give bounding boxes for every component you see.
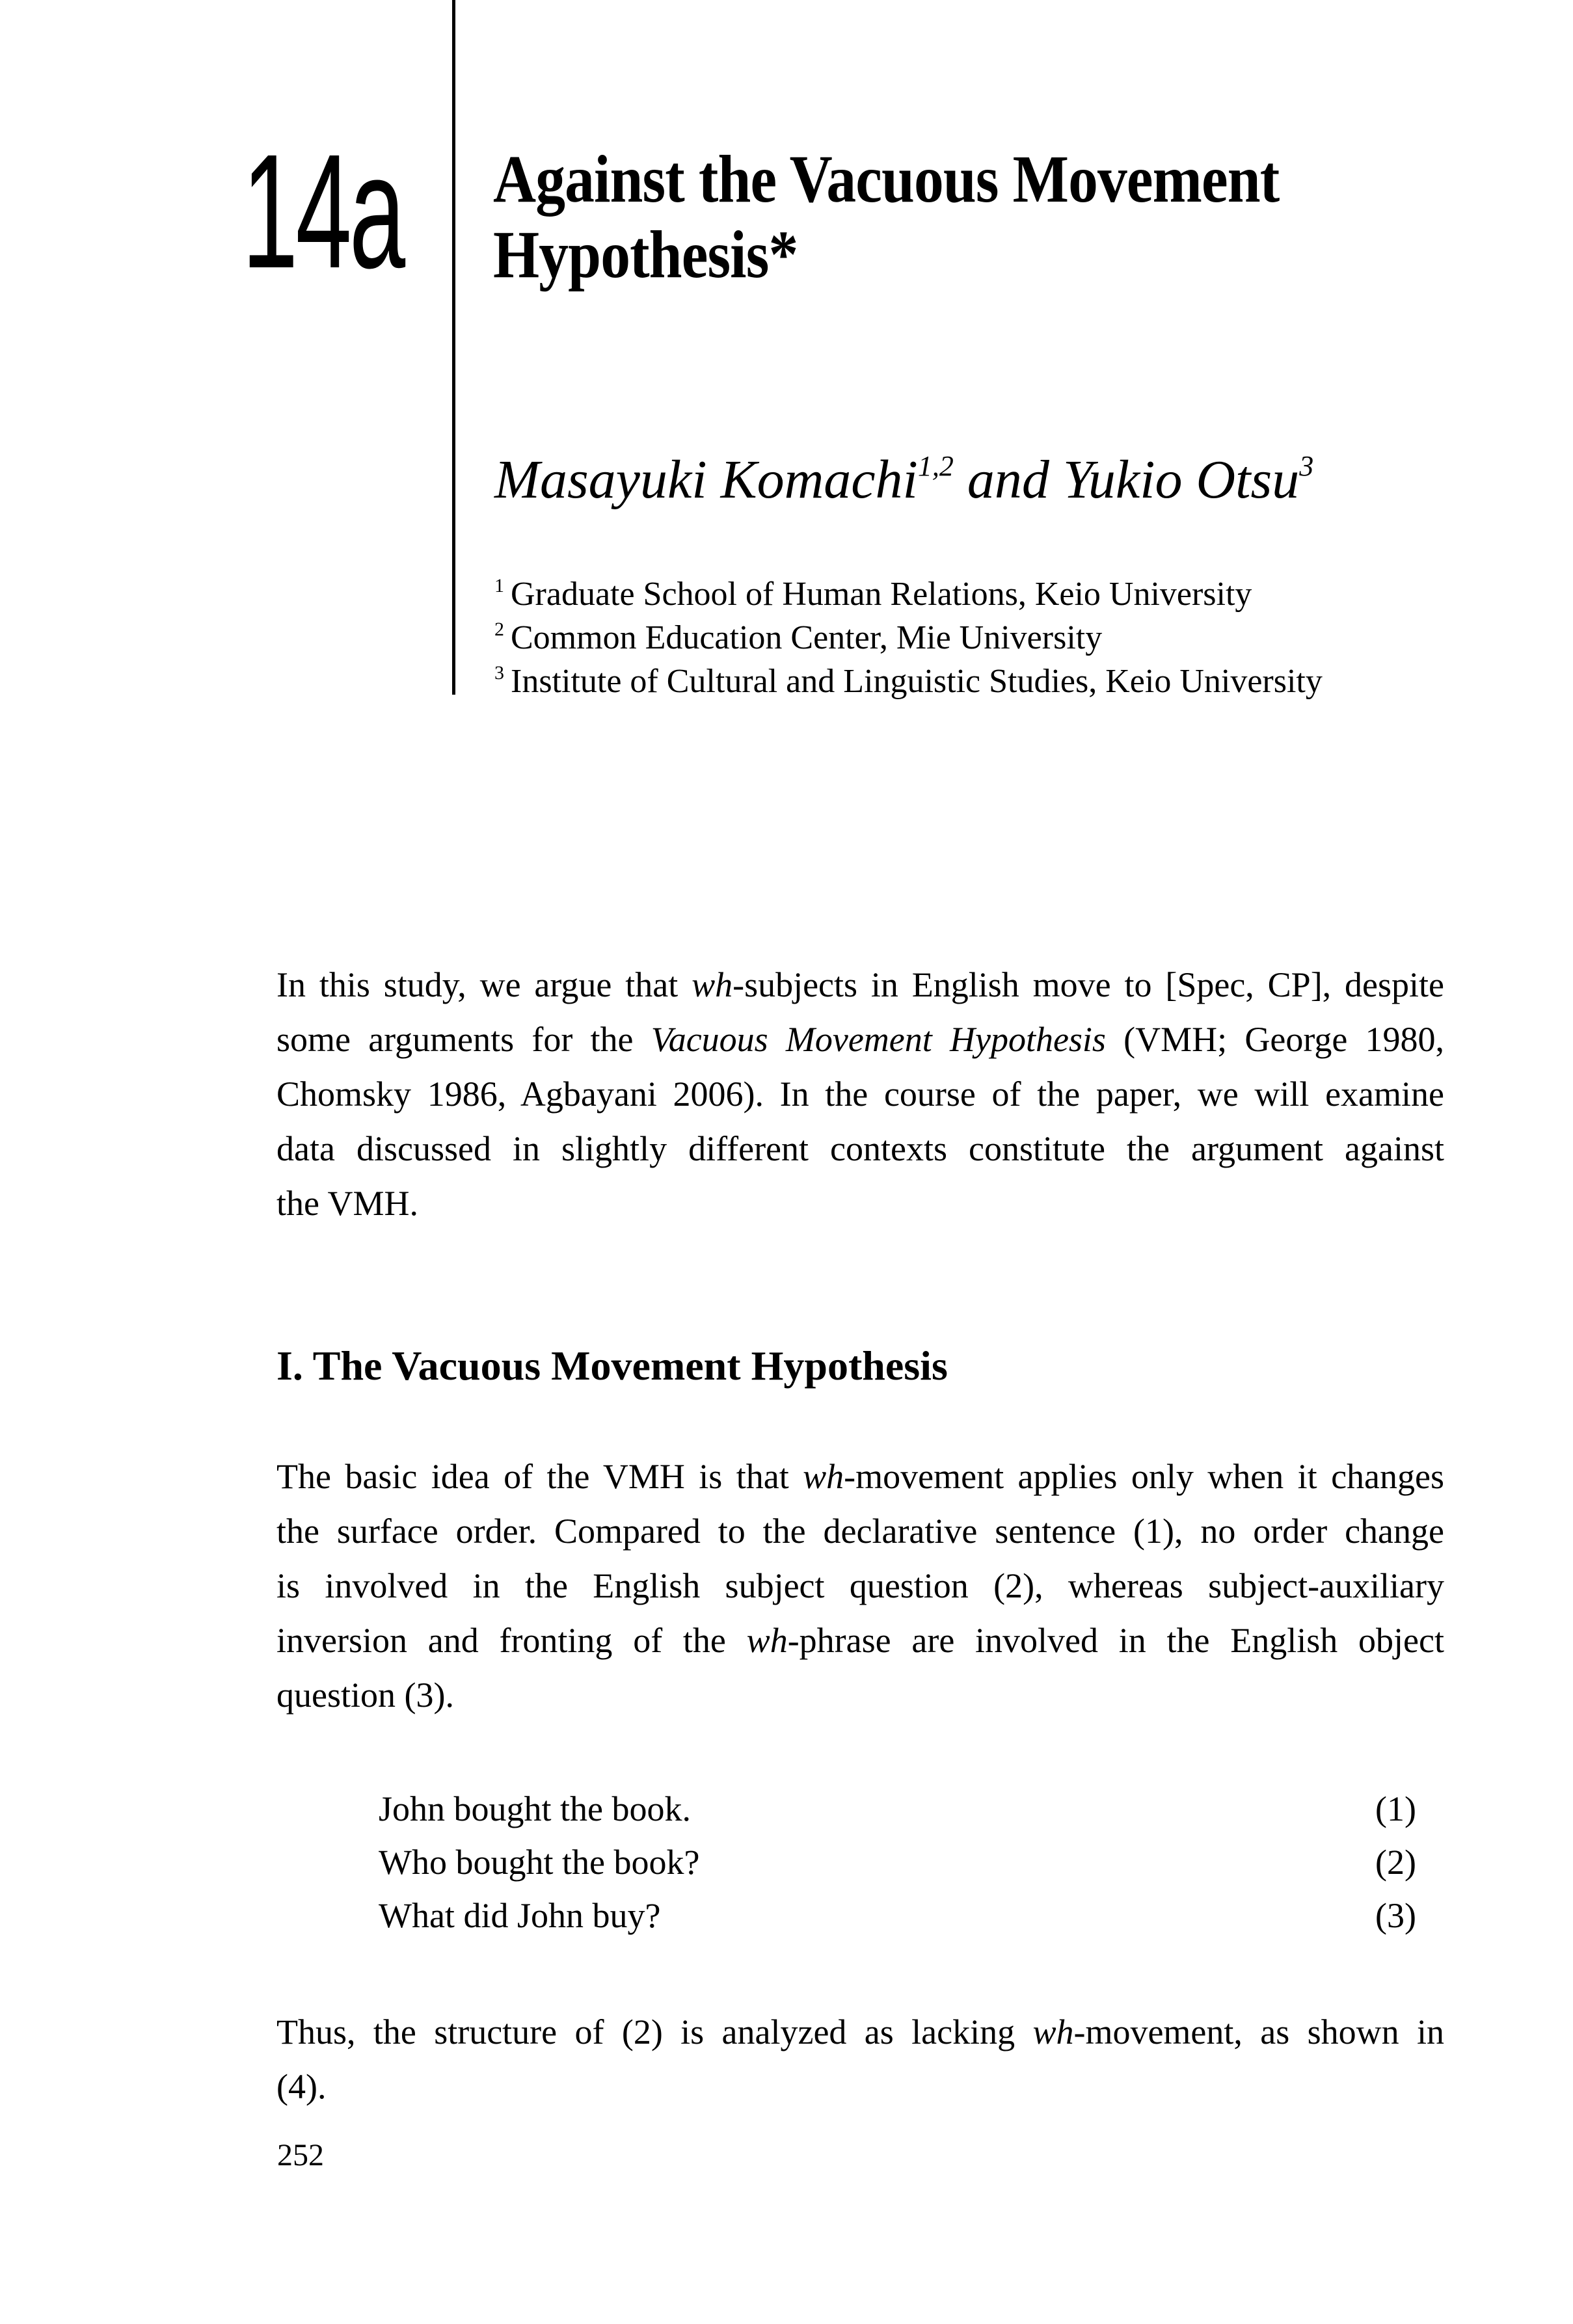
text-line — [276, 2059, 1444, 2114]
example-item — [379, 1782, 1416, 1836]
abstract-paragraph — [276, 957, 1444, 1231]
affiliation-mark: 2 — [494, 619, 504, 640]
chapter-title-line: Against the Vacuous Movement — [493, 142, 1280, 217]
text-run: -phrase are involved in the English object — [787, 1621, 1444, 1660]
italic-term: Vacuous Movement Hypothesis — [651, 1020, 1106, 1059]
affiliation-text: Graduate School of Human Relations, Keio University — [511, 576, 1252, 613]
affiliation-text: Institute of Cultural and Linguistic Studies, Keio University — [511, 663, 1323, 700]
section-heading: I. The Vacuous Movement Hypothesis — [276, 1342, 948, 1389]
text-run: (4). — [276, 2067, 327, 2106]
affiliation-list — [494, 572, 1323, 703]
example-list — [379, 1782, 1416, 1942]
author-name: Masayuki Komachi — [494, 449, 918, 510]
text-line — [276, 1668, 1444, 1722]
chapter-title — [493, 142, 1534, 293]
italic-term: wh — [803, 1457, 844, 1496]
affiliation — [494, 660, 1323, 703]
chapter-number: 14a — [242, 120, 403, 302]
text-run: the VMH. — [276, 1184, 419, 1223]
author-conjunction: and — [967, 449, 1049, 510]
example-sentence: John bought the book. — [379, 1789, 691, 1828]
text-run: Chomsky 1986, Agbayani 2006). In the course of the paper, we will examine — [276, 1075, 1444, 1114]
body-paragraph — [276, 2005, 1444, 2114]
text-run: some arguments for the — [276, 1020, 651, 1059]
example-sentence: What did John buy? — [379, 1896, 661, 1935]
author-affil-marks: 1,2 — [917, 450, 954, 482]
text-run: question (3). — [276, 1676, 454, 1715]
text-run: the surface order. Compared to the declarative sentence (1), no order change — [276, 1512, 1444, 1551]
text-line — [276, 1121, 1444, 1176]
text-run: In this study, we argue that — [276, 965, 692, 1004]
example-number: (1) — [1375, 1789, 1416, 1828]
text-run: Thus, the structure of (2) is analyzed as lacking — [276, 2012, 1033, 2051]
italic-term: wh — [1032, 2012, 1074, 2051]
text-line — [276, 1449, 1444, 1504]
text-line — [276, 1176, 1444, 1231]
example-number: (3) — [1375, 1896, 1416, 1935]
text-run: inversion and fronting of the — [276, 1621, 747, 1660]
text-run: (VMH; George 1980, — [1105, 1020, 1444, 1059]
chapter-divider-rule — [452, 0, 455, 695]
affiliation-mark: 1 — [494, 575, 504, 596]
text-line — [276, 1067, 1444, 1121]
text-line — [276, 957, 1444, 1012]
example-sentence: Who bought the book? — [379, 1843, 700, 1882]
text-run: is involved in the English subject question (2), whereas subject-auxiliary — [276, 1566, 1444, 1605]
italic-term: wh — [692, 965, 733, 1004]
text-line — [276, 2005, 1444, 2059]
text-run: -subjects in English move to [Spec, CP], despite — [733, 965, 1444, 1004]
text-line — [276, 1504, 1444, 1558]
text-run: -movement applies only when it changes — [844, 1457, 1444, 1496]
author-line — [494, 447, 1313, 513]
text-line — [276, 1558, 1444, 1613]
example-item — [379, 1836, 1416, 1889]
text-line — [276, 1613, 1444, 1668]
example-item — [379, 1889, 1416, 1942]
text-run: data discussed in slightly different contexts constitute the argument against — [276, 1129, 1444, 1168]
chapter-title-line: Hypothesis* — [493, 217, 798, 292]
example-number: (2) — [1375, 1843, 1416, 1882]
page-number: 252 — [277, 2138, 324, 2172]
author-name: Yukio Otsu — [1062, 449, 1300, 510]
affiliation-text: Common Education Center, Mie University — [511, 619, 1103, 656]
text-run: -movement, as shown in — [1073, 2012, 1444, 2051]
affiliation — [494, 616, 1323, 660]
author-affil-marks: 3 — [1299, 450, 1314, 482]
text-line — [276, 1012, 1444, 1067]
affiliation-mark: 3 — [494, 662, 504, 684]
affiliation — [494, 572, 1323, 616]
body-paragraph — [276, 1449, 1444, 1722]
italic-term: wh — [746, 1621, 788, 1660]
text-run: The basic idea of the VMH is that — [276, 1457, 803, 1496]
